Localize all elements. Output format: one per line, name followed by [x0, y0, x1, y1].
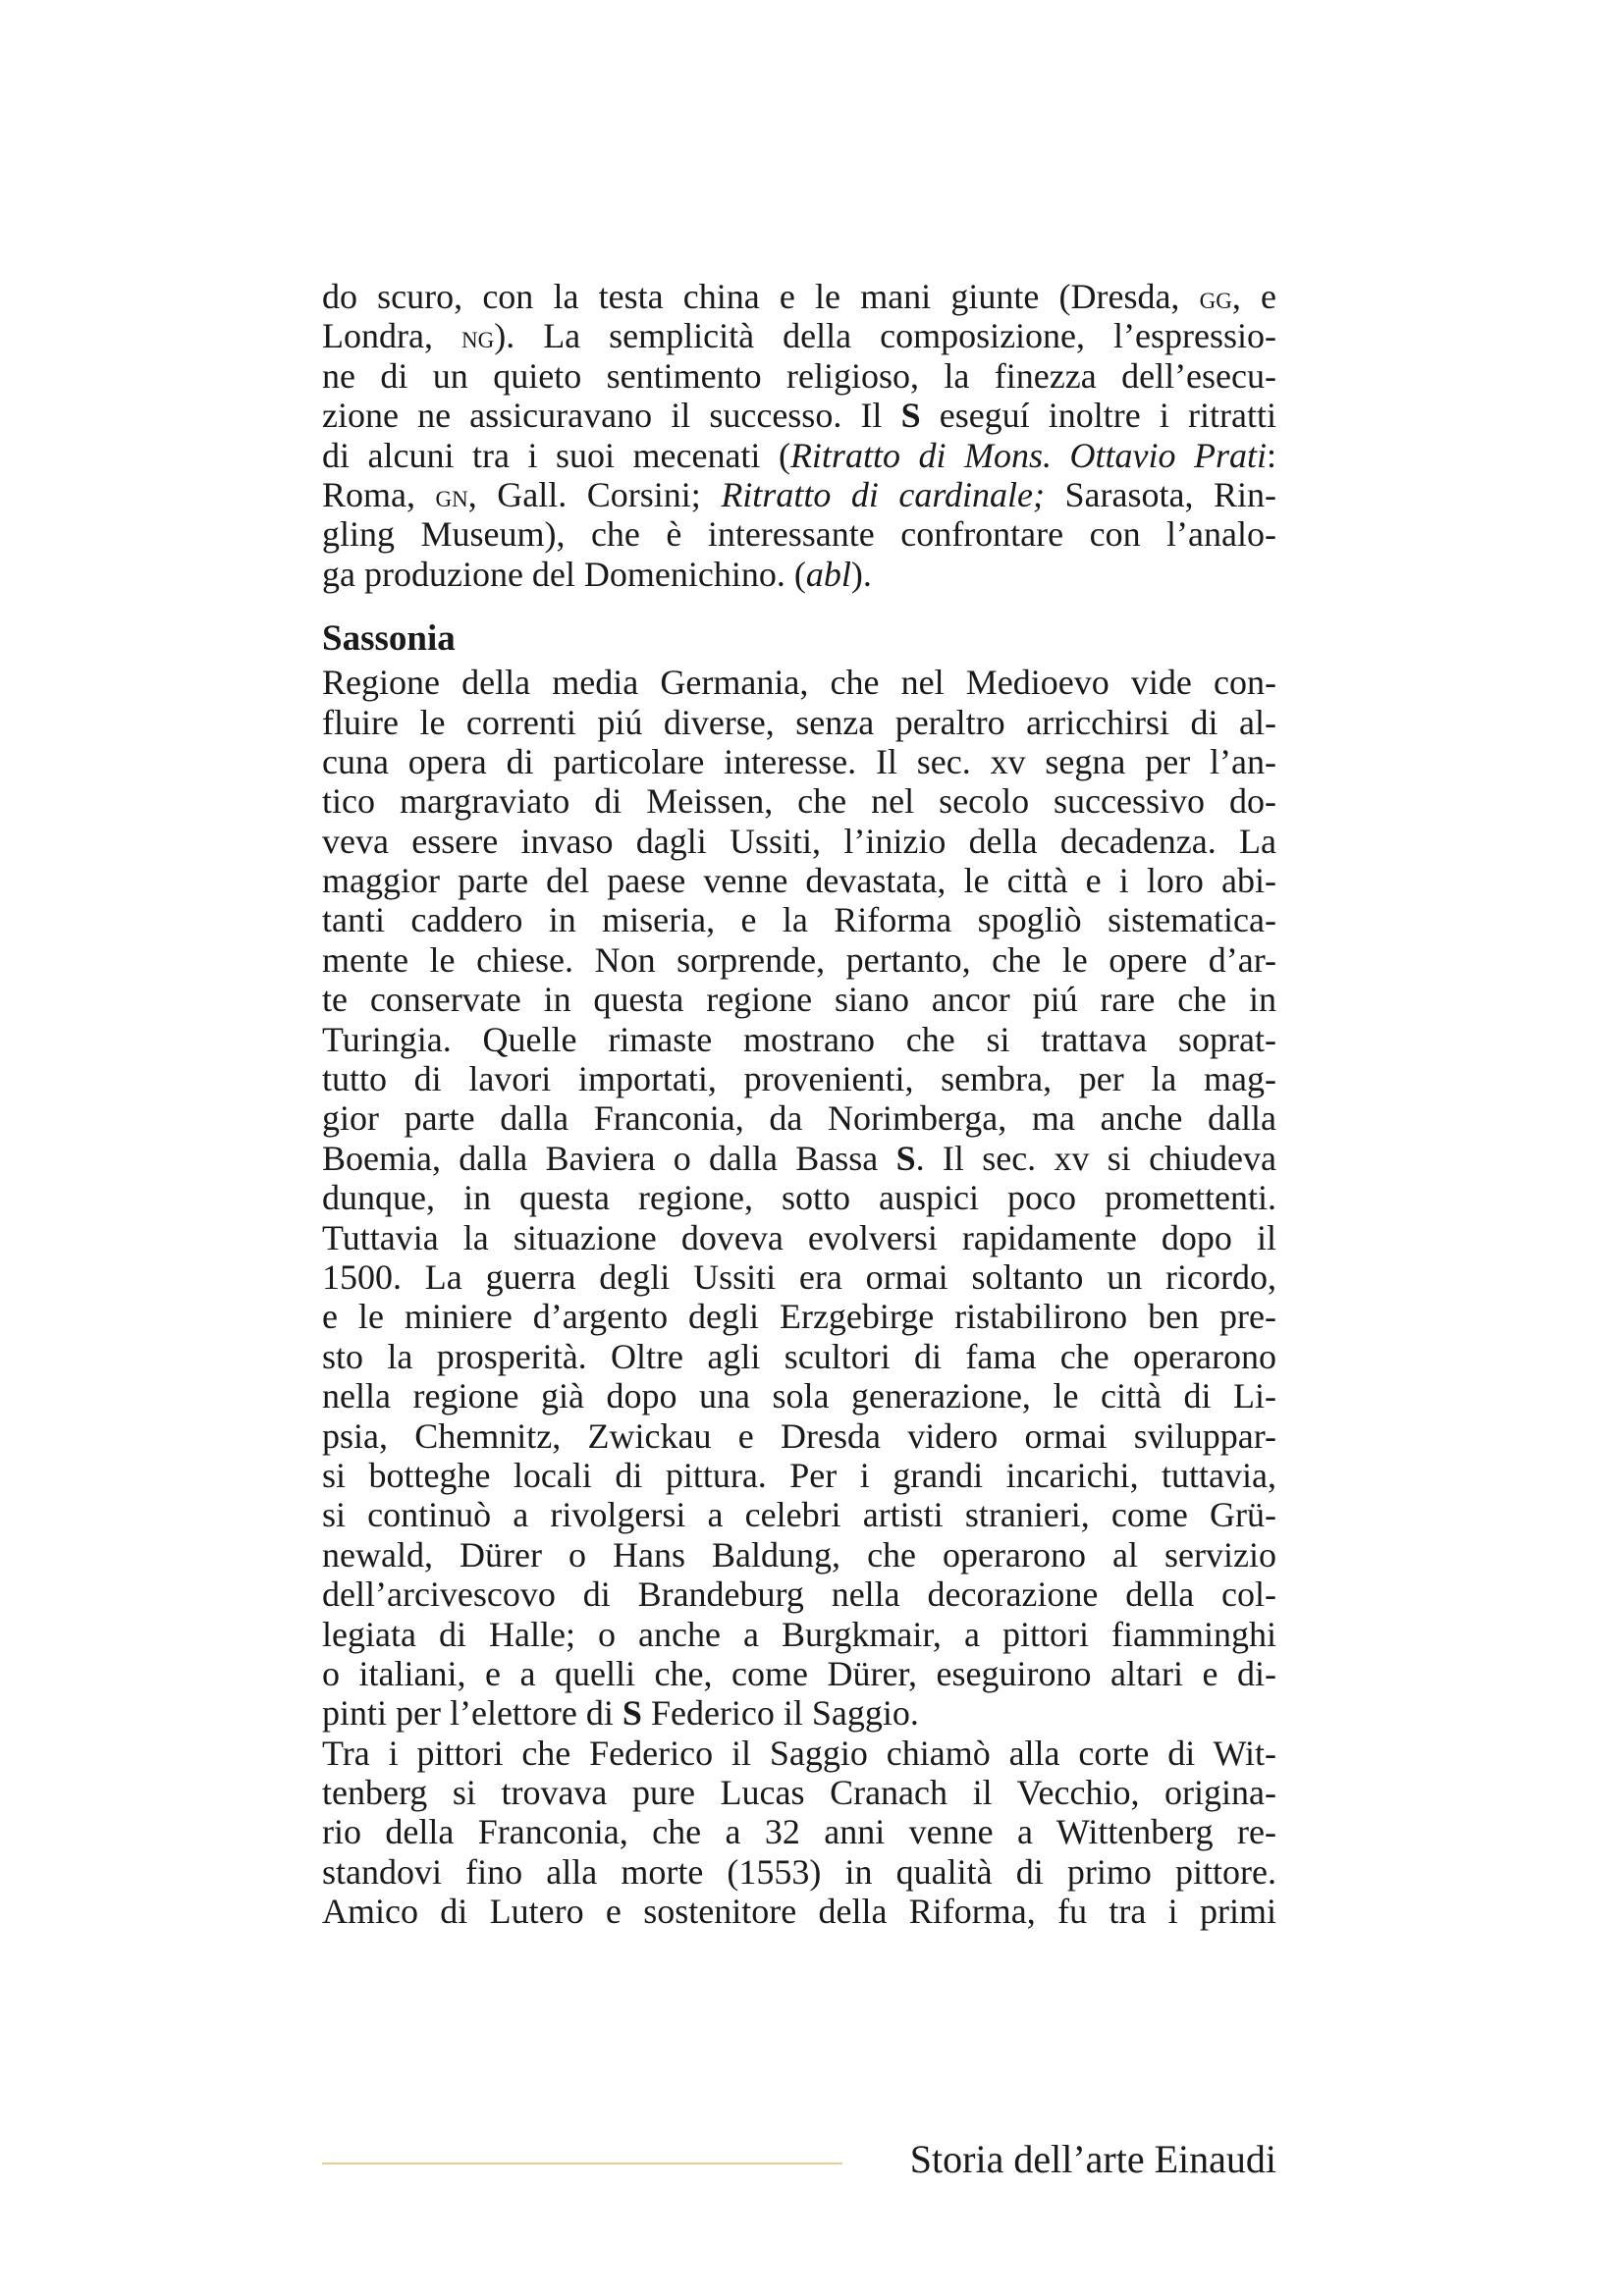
- text-run: dell’arcivescovo di Brandeburg nella decorazione della col-: [322, 1575, 1276, 1615]
- text-line: [322, 396, 1276, 435]
- text-run: Boemia, dalla Baviera o dalla Bassa: [322, 1138, 896, 1178]
- text-line: [322, 900, 1276, 939]
- text-run: pinti per l’elettore di: [322, 1693, 622, 1734]
- text-line: [322, 1139, 1276, 1178]
- text-line: [322, 277, 1276, 316]
- text-run: fluire le correnti piú diverse, senza peraltro arricchirsi di al-: [322, 702, 1276, 742]
- text-run: tutto di lavori importati, provenienti, sembra, per la mag-: [322, 1059, 1276, 1099]
- text-run: . Il sec. xv si chiudeva: [915, 1138, 1277, 1178]
- text-run: Turingia. Quelle rimaste mostrano che si trattava soprat-: [322, 1019, 1276, 1059]
- text-line: [322, 1535, 1276, 1575]
- text-line: [322, 1098, 1276, 1138]
- text-run: di alcuni tra i suoi mecenati (: [322, 435, 790, 475]
- text-line: [322, 475, 1276, 514]
- bold-run: S: [622, 1693, 642, 1734]
- text-line: [322, 555, 1276, 594]
- text-line: [322, 703, 1276, 742]
- text-run: e le miniere d’argento degli Erzgebirge ristabilirono ben pre-: [322, 1297, 1276, 1337]
- italic-run: Ritratto di Mons. Ottavio Prati: [789, 435, 1267, 475]
- text-line: [322, 861, 1276, 900]
- small-caps-run: ng: [460, 319, 495, 356]
- text-line: [322, 1416, 1276, 1456]
- text-run: tenberg si trovava pure Lucas Cranach il Vecchio, origina-: [322, 1773, 1276, 1813]
- text-run: maggior parte del paese venne devastata, le città e i loro abi-: [322, 861, 1276, 901]
- text-line: [322, 1059, 1276, 1098]
- section-body: [322, 663, 1276, 1932]
- text-run: newald, Dürer o Hans Baldung, che operarono al servizio: [322, 1534, 1276, 1575]
- text-run: ga produzione del Domenichino. (: [322, 554, 806, 594]
- text-run: si continuò a rivolgersi a celebri artisti stranieri, come Grü-: [322, 1495, 1276, 1535]
- text-run: legiata di Halle; o anche a Burgkmair, a pittori fiamminghi: [322, 1614, 1276, 1654]
- text-run: Tuttavia la situazione doveva evolversi rapidamente dopo il: [322, 1217, 1276, 1257]
- text-run: Regione della media Germania, che nel Medioevo vide con-: [322, 663, 1276, 703]
- text-line: [322, 742, 1276, 781]
- text-line: [322, 1020, 1276, 1059]
- text-run: ).: [850, 554, 872, 594]
- text-column: [322, 277, 1276, 1932]
- text-line: [322, 663, 1276, 702]
- text-line: [322, 781, 1276, 821]
- italic-run: Ritratto di cardinale;: [721, 474, 1045, 514]
- body-paragraph: [322, 1734, 1276, 1932]
- text-run: standovi fino alla morte (1553) in qualità di primo pittore.: [322, 1851, 1276, 1892]
- text-line: [322, 514, 1276, 554]
- text-line: [322, 356, 1276, 396]
- text-line: [322, 1734, 1276, 1773]
- text-line: [322, 1812, 1276, 1851]
- text-run: dunque, in questa regione, sotto auspici poco promettenti.: [322, 1178, 1276, 1218]
- text-line: [322, 1575, 1276, 1614]
- text-line: [322, 1297, 1276, 1336]
- text-line: [322, 1337, 1276, 1376]
- text-run: nella regione già dopo una sola generazione, le città di Li-: [322, 1376, 1276, 1416]
- text-line: [322, 436, 1276, 475]
- intro-paragraph: [322, 277, 1276, 594]
- italic-run: abl: [805, 554, 851, 594]
- bold-run: S: [900, 396, 921, 436]
- text-line: [322, 980, 1276, 1019]
- text-line: [322, 316, 1276, 355]
- text-line: [322, 1178, 1276, 1217]
- text-run: do scuro, con la testa china e le mani giunte (Dresda,: [322, 277, 1200, 316]
- text-run: Tra i pittori che Federico il Saggio chiamò alla corte di Wit-: [322, 1733, 1276, 1773]
- text-run: Federico il Saggio.: [641, 1693, 919, 1734]
- text-line: [322, 1892, 1276, 1931]
- text-line: [322, 1376, 1276, 1415]
- footer-rule: [322, 2163, 842, 2164]
- text-run: mente le chiese. Non sorprende, pertanto, che le opere d’ar-: [322, 939, 1276, 980]
- text-run: cuna opera di particolare interesse. Il sec. xv segna per l’an-: [322, 741, 1276, 781]
- text-run: , Gall. Corsini;: [467, 474, 722, 514]
- text-run: Sarasota, Rin-: [1044, 474, 1276, 514]
- text-run: rio della Franconia, che a 32 anni venne a Wittenberg re-: [322, 1812, 1276, 1852]
- text-line: [322, 1495, 1276, 1534]
- text-run: psia, Chemnitz, Zwickau e Dresda videro ormai sviluppar-: [322, 1415, 1276, 1456]
- text-run: gling Museum), che è interessante confrontare con l’analo-: [322, 514, 1276, 555]
- text-line: [322, 1257, 1276, 1297]
- text-run: o italiani, e a quelli che, come Dürer, eseguirono altari e di-: [322, 1653, 1276, 1693]
- text-line: [322, 1773, 1276, 1812]
- text-run: te conservate in questa regione siano ancor piú rare che in: [322, 980, 1276, 1020]
- text-line: [322, 822, 1276, 861]
- text-line: [322, 1654, 1276, 1693]
- text-run: sto la prosperità. Oltre agli scultori di fama che operarono: [322, 1336, 1276, 1376]
- text-run: ). La semplicità della composizione, l’espressio-: [494, 316, 1276, 356]
- text-run: gior parte dalla Franconia, da Norimberga, ma anche dalla: [322, 1098, 1276, 1139]
- text-run: ne di un quieto sentimento religioso, la finezza dell’esecu-: [322, 355, 1276, 396]
- text-run: eseguí inoltre i ritratti: [920, 396, 1276, 436]
- footer-title: Storia dell’arte Einaudi: [909, 2137, 1276, 2181]
- bold-run: S: [895, 1138, 916, 1178]
- small-caps-run: gg: [1199, 280, 1232, 316]
- text-run: Londra,: [322, 316, 461, 356]
- text-run: , e: [1231, 277, 1276, 316]
- text-run: zione ne assicuravano il successo. Il: [322, 396, 901, 436]
- text-run: veva essere invaso dagli Ussiti, l’inizio della decadenza. La: [322, 821, 1276, 861]
- small-caps-run: gn: [435, 477, 468, 514]
- text-run: tanti caddero in miseria, e la Riforma spogliò sistematica-: [322, 900, 1276, 940]
- text-run: Amico di Lutero e sostenitore della Riforma, fu tra i primi: [322, 1892, 1276, 1932]
- text-line: [322, 1852, 1276, 1892]
- section-heading: Sassonia: [322, 618, 456, 660]
- text-line: [322, 940, 1276, 980]
- body-paragraph: [322, 663, 1276, 1734]
- text-run: Roma,: [322, 474, 436, 514]
- text-line: [322, 1615, 1276, 1654]
- text-line: [322, 1456, 1276, 1495]
- text-run: si botteghe locali di pittura. Per i grandi incarichi, tuttavia,: [322, 1455, 1276, 1495]
- text-run: 1500. La guerra degli Ussiti era ormai soltanto un ricordo,: [322, 1256, 1276, 1297]
- text-run: :: [1266, 435, 1276, 475]
- text-line: [322, 1218, 1276, 1257]
- text-run: tico margraviato di Meissen, che nel secolo successivo do-: [322, 781, 1276, 822]
- text-line: [322, 1693, 1276, 1733]
